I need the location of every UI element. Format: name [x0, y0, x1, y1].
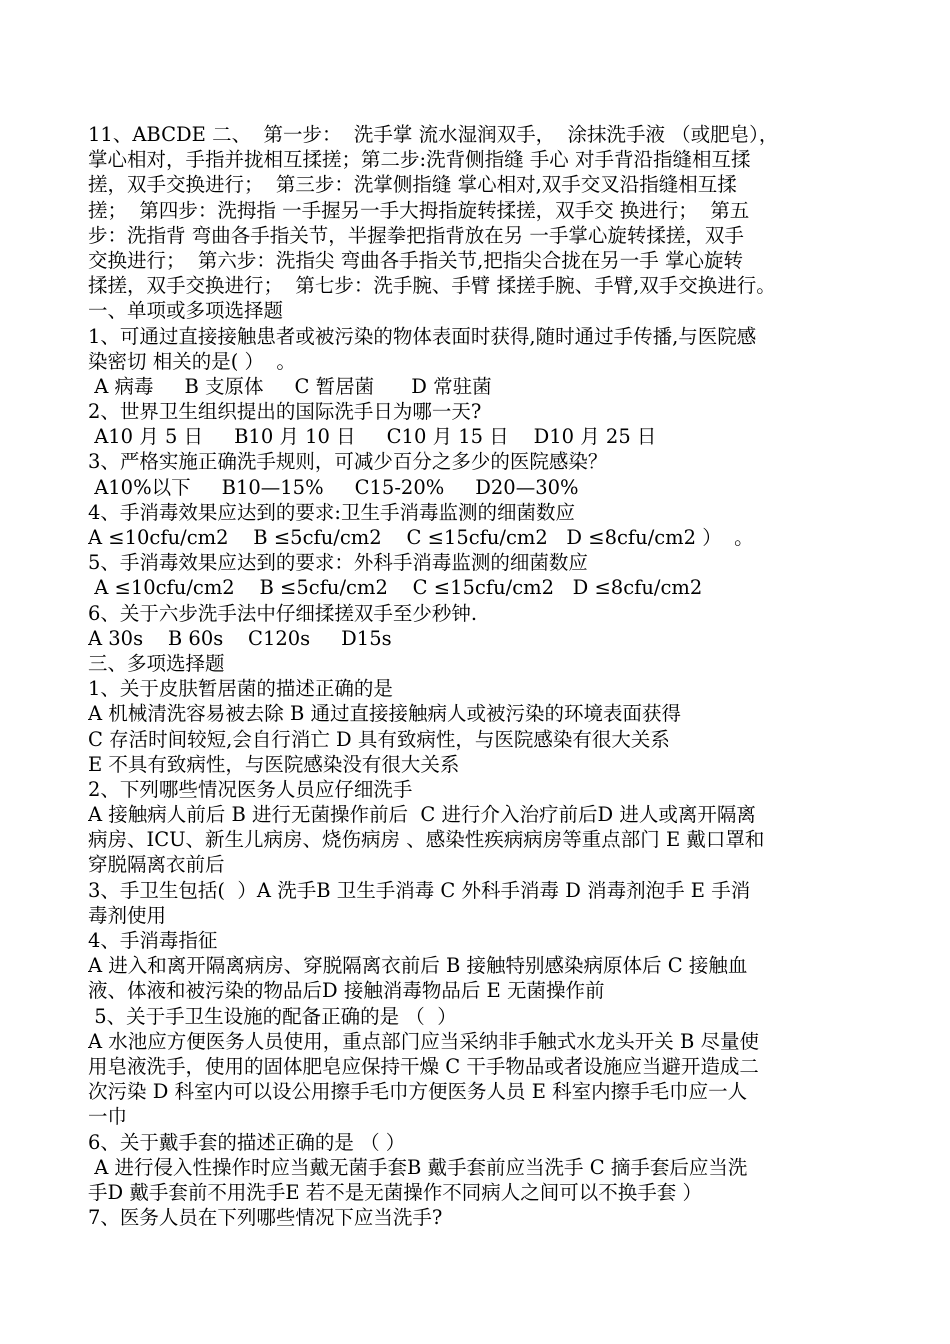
text-line: A ≤10cfu/cm2 B ≤5cfu/cm2 C ≤15cfu/cm2 D ≤8cfu/cm2 ） 。	[88, 526, 754, 549]
text-line: C 存活时间较短,会自行消亡 D 具有致病性，与医院感染有很大关系	[88, 727, 670, 751]
text-line: 病房、ICU、新生儿病房、烧伤病房 、感染性疾病病房等重点部门 E 戴口罩和	[88, 828, 765, 852]
text-line: A 进行侵入性操作时应当戴无菌手套B 戴手套前应当洗手 C 摘手套后应当洗	[88, 1155, 748, 1179]
text-line: 2、下列哪些情况医务人员应仔细洗手	[88, 777, 413, 801]
text-line: A10 月 5 日 B10 月 10 日 C10 月 15 日 D10 月 25 日	[88, 425, 657, 449]
text-line: 搓，双手交换进行； 第三步：洗掌侧指缝 掌心相对,双手交叉沿指缝相互揉	[88, 173, 737, 197]
text-line: 穿脱隔离衣前后	[88, 853, 225, 877]
text-line: 用皂液洗手，使用的固体肥皂应保持干燥 C 干手物品或者设施应当避开造成二	[88, 1054, 759, 1078]
text-line: 毒剂使用	[88, 903, 167, 927]
document-body	[88, 122, 878, 1230]
text-line: A 30s B 60s C120s D15s	[88, 626, 392, 650]
text-line: 一巾	[88, 1105, 128, 1129]
text-line: 三、多项选择题	[88, 651, 225, 675]
text-line: 11、ABCDE 二、 第一步： 洗手掌 流水湿润双手， 涂抹洗手液 （或肥皂），	[88, 123, 779, 146]
text-line: 1、关于皮肤暂居菌的描述正确的是	[88, 677, 393, 701]
text-line: E 不具有致病性，与医院感染没有很大关系	[88, 752, 460, 776]
text-line: 3、手卫生包括( ）A 洗手B 卫生手消毒 C 外科手消毒 D 消毒剂泡手 E 手消	[88, 878, 751, 902]
text-line: 7、医务人员在下列哪些情况下应当洗手?	[88, 1206, 443, 1230]
text-line: 步：洗指背 弯曲各手指关节，半握拳把指背放在另 一手掌心旋转揉搓，双手	[88, 223, 744, 247]
text-line: A 进入和离开隔离病房、穿脱隔离衣前后 B 接触特别感染病原体后 C 接触血	[88, 954, 748, 978]
text-line: A10%以下 B10—15% C15-20% D20—30%	[88, 475, 579, 499]
text-line: 5、手消毒效果应达到的要求：外科手消毒监测的细菌数应	[88, 551, 588, 575]
text-line: 6、关于六步洗手法中仔细揉搓双手至少秒钟.	[88, 601, 478, 625]
text-line: 次污染 D 科室内可以设公用擦手毛巾方便医务人员 E 科室内擦手毛巾应一人	[88, 1080, 748, 1104]
text-line: 交换进行； 第六步：洗指尖 弯曲各手指关节,把指尖合拢在另一手 掌心旋转	[88, 248, 743, 272]
text-line: A 接触病人前后 B 进行无菌操作前后 C 进行介入治疗前后D 进人或离开隔离	[88, 803, 756, 827]
text-line: 5、关于手卫生设施的配备正确的是 （ ）	[88, 1004, 457, 1028]
text-line: 1、可通过直接接触患者或被污染的物体表面时获得,随时通过手传播,与医院感	[88, 324, 757, 348]
text-line: 2、世界卫生组织提出的国际洗手日为哪一天?	[88, 400, 482, 424]
text-line: 3、严格实施正确洗手规则，可减少百分之多少的医院感染？	[88, 450, 608, 474]
text-line: 染密切 相关的是( ） 。	[88, 349, 296, 373]
text-line: 一、单项或多项选择题	[88, 299, 284, 323]
text-line: A 水池应方便医务人员使用，重点部门应当采纳非手触式水龙头开关 B 尽量使	[88, 1029, 760, 1053]
text-line: 4、手消毒效果应达到的要求:卫生手消毒监测的细菌数应	[88, 500, 575, 524]
text-line: 搓； 第四步：洗拇指 一手握另一手大拇指旋转揉搓，双手交 换进行； 第五	[88, 198, 750, 222]
text-line: 4、手消毒指征	[88, 929, 218, 952]
text-line: 揉搓，双手交换进行； 第七步：洗手腕、手臂 揉搓手腕、手臂,双手交换进行。	[88, 274, 776, 298]
text-line: A 病毒 B 支原体 C 暂居菌 D 常驻菌	[88, 374, 492, 398]
text-line: 手D 戴手套前不用洗手E 若不是无菌操作不同病人之间可以不换手套 ）	[88, 1180, 702, 1204]
text-line: A 机械清洗容易被去除 B 通过直接接触病人或被污染的环境表面获得	[88, 702, 682, 726]
text-line: A ≤10cfu/cm2 B ≤5cfu/cm2 C ≤15cfu/cm2 D ≤8cfu/cm2	[88, 576, 703, 600]
text-line: 6、关于戴手套的描述正确的是 （ ）	[88, 1130, 406, 1154]
text-line: 掌心相对，手指并拢相互揉搓；第二步:洗背侧指缝 手心 对手背沿指缝相互揉	[88, 148, 751, 172]
text-line: 液、体液和被污染的物品后D 接触消毒物品后 E 无菌操作前	[88, 979, 605, 1003]
